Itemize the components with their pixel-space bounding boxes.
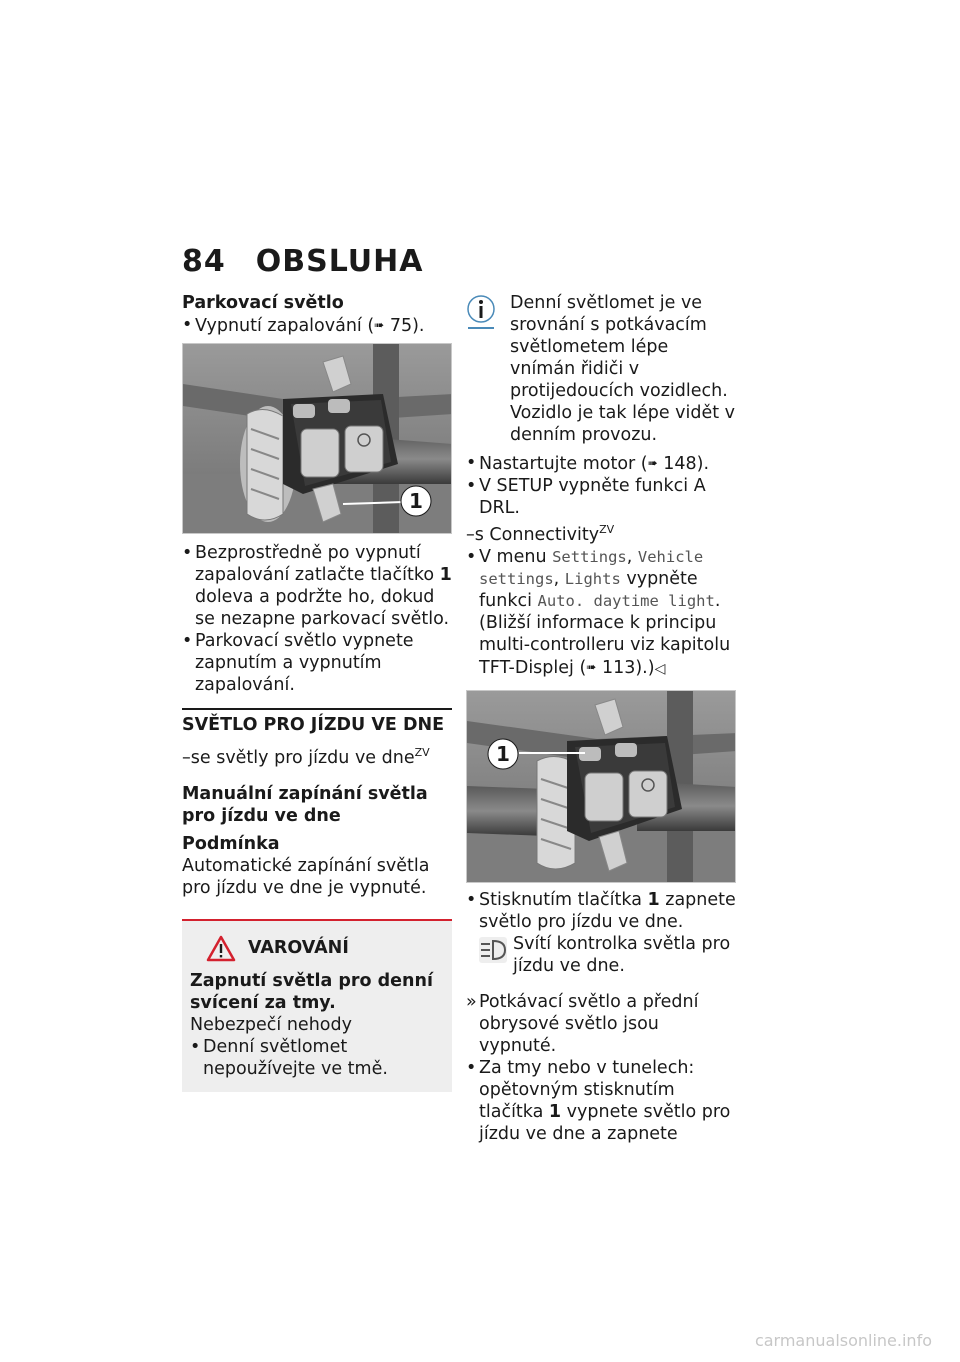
- page-number: 84: [182, 244, 226, 279]
- right-column: [466, 292, 736, 1145]
- indicator-text: Svítí kontrolka světla pro jízdu ve dne.: [513, 933, 731, 976]
- section-heading-daytime-light: SVĚTLO PRO JÍZDU VE DNE: [182, 708, 452, 736]
- step-ignition-off: • Vypnutí zapalování (➠ 75).: [182, 314, 452, 337]
- left-column: [182, 292, 452, 1092]
- figure1-callout: 1: [409, 489, 423, 513]
- condition-heading: Podmínka: [182, 833, 280, 854]
- figure2-callout: 1: [496, 741, 510, 766]
- connectivity-note: –s Connectivity$^{ZV}$: [466, 523, 615, 545]
- indicator-note: [466, 933, 736, 977]
- handlebar-switch-illustration-2: [467, 691, 736, 883]
- step-start-engine: • Nastartujte motor (➠ 148).: [466, 452, 736, 475]
- step-press-button: • Bezprostředně po vypnutí zapalování zatlačte tlačítko 1 doleva a podržte ho, dokud se nezapne parkovací světlo.: [182, 542, 452, 630]
- handlebar-switch-figure-1: [182, 343, 452, 534]
- arrow-ref-icon: ➠: [374, 318, 385, 332]
- step-tunnel: • Za tmy nebo v tunelech: opětovným stisknutím tlačítka 1 vypnete světlo pro jízdu ve dne a zapnete: [466, 1057, 736, 1145]
- page-title: OBSLUHA: [255, 244, 424, 279]
- step-setup: • V SETUP vypněte funkci A DRL.: [466, 475, 736, 519]
- equipment-note: –se světly pro jízdu ve dne$^{ZV}$: [182, 746, 430, 768]
- manual-heading: Manuální zapínání světla pro jízdu ve dne: [182, 783, 428, 826]
- warning-triangle-icon: [206, 935, 236, 962]
- step-parking-off: • Parkovací světlo vypnete zapnutím a vypnutím zapalování.: [182, 630, 452, 696]
- step-press-daytime: • Stisknutím tlačítka 1 zapnete světlo pro jízdu ve dne.: [466, 889, 736, 933]
- info-icon: [466, 292, 510, 446]
- parking-light-heading: Parkovací světlo: [182, 293, 344, 313]
- handlebar-switch-figure-2: [466, 690, 736, 883]
- warning-heading: Zapnutí světla pro denní svícení za tmy.: [190, 970, 433, 1013]
- warning-hazard: Nebezpečí nehody: [190, 1014, 352, 1035]
- watermark: carmanualsonline.info: [754, 1331, 932, 1350]
- arrow-ref-icon: ➠: [647, 456, 658, 470]
- warning-title: VAROVÁNÍ: [206, 935, 444, 962]
- step-menu: • V menu Settings, Vehicle settings, Lights vypněte funkci Auto. daytime light. (Bližší informace k principu multi-controlleru viz kapitolu TFT-Displej (➠ 113).)◁: [466, 546, 736, 680]
- info-text: Denní světlomet je ve srovnání s potkávacím světlometem lépe vnímán řidiči v protijedoucích vozidlech. Vozidlo je tak lépe vidět v denním provozu.: [510, 293, 736, 445]
- result-text: » Potkávací světlo a přední obrysové světlo jsou vypnuté.: [466, 991, 736, 1057]
- end-triangle-icon: ◁: [654, 660, 666, 677]
- daytime-light-indicator-icon: [479, 933, 513, 977]
- arrow-ref-icon: ➠: [586, 659, 597, 674]
- info-note: [466, 292, 736, 446]
- condition-text: Automatické zapínání světla pro jízdu ve dne je vypnuté.: [182, 855, 430, 898]
- warning-bullet: • Denní světlomet nepoužívejte ve tmě.: [190, 1036, 444, 1080]
- page-header: [182, 244, 423, 279]
- warning-box: [182, 919, 452, 1092]
- handlebar-switch-illustration: [183, 344, 452, 534]
